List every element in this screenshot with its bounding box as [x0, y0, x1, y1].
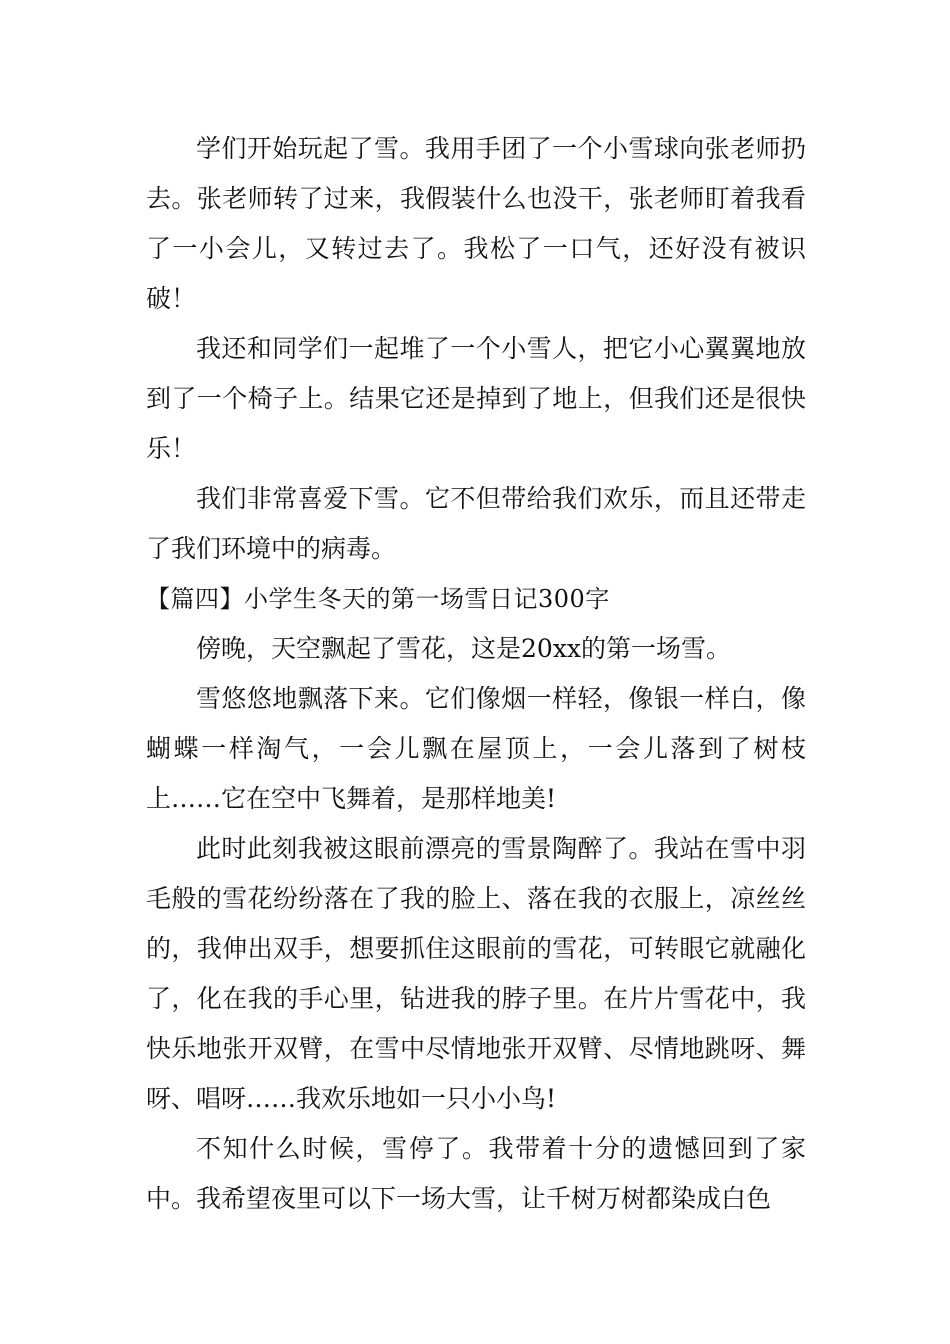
paragraph-1: 学们开始玩起了雪。我用手团了一个小雪球向张老师扔去。张老师转了过来，我假装什么也没干，张老师盯着我看了一小会儿，又转过去了。我松了一口气，还好没有被识破！	[146, 134, 806, 313]
section-heading: 【篇四】小学生冬天的第一场雪日记300字	[146, 585, 610, 613]
section-paragraph-3: 此时此刻我被这眼前漂亮的雪景陶醉了。我站在雪中羽毛般的雪花纷纷落在了我的脸上、落在我的衣服上，凉丝丝的，我伸出双手，想要抓住这眼前的雪花，可转眼它就融化了，化在我的手心里，钻进我的脖子里。在片片雪花中，我快乐地张开双臂，在雪中尽情地张开双臂、尽情地跳呀、舞呀、唱呀……我欢乐地如一只小小鸟!	[146, 834, 806, 1113]
paragraph-3: 我们非常喜爱下雪。它不但带给我们欢乐，而且还带走了我们环境中的病毒。	[146, 484, 806, 563]
section-paragraph-1: 傍晚，天空飘起了雪花，这是20xx的第一场雪。	[196, 634, 732, 663]
document-body	[146, 124, 806, 1224]
paragraph-2: 我还和同学们一起堆了一个小雪人，把它小心翼翼地放到了一个椅子上。结果它还是掉到了地上，但我们还是很快乐！	[146, 334, 806, 463]
section-paragraph-2: 雪悠悠地飘落下来。它们像烟一样轻，像银一样白，像蝴蝶一样淘气，一会儿飘在屋顶上，一会儿落到了树枝上……它在空中飞舞着，是那样地美!	[146, 684, 806, 813]
section-paragraph-4: 不知什么时候，雪停了。我带着十分的遗憾回到了家中。我希望夜里可以下一场大雪，让千树万树都染成白色	[146, 1134, 806, 1213]
